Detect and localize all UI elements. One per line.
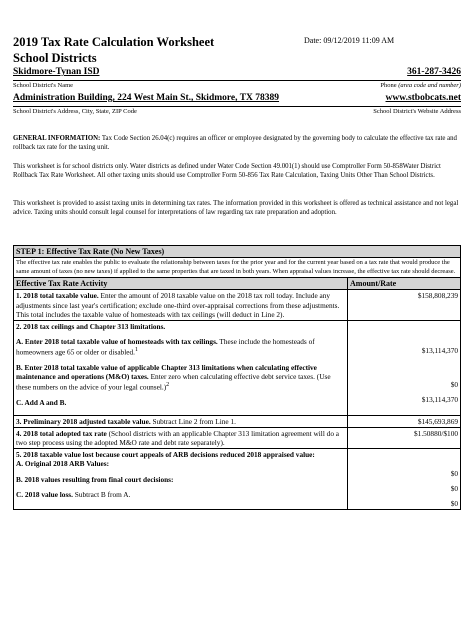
line-3-text: 3. Preliminary 2018 adjusted taxable value. Subtract Line 2 from Line 1. bbox=[14, 415, 348, 427]
table-row bbox=[14, 290, 461, 321]
divider bbox=[13, 106, 461, 107]
line-1-text: 1. 2018 total taxable value. Enter the amount of 2018 taxable value on the 2018 tax roll today. Include any adjustments since last year's certification; exclude one-third over-appraisal corrections from these adjustments. This total includes the taxable value of homesteads with tax ceilings (will deduct in Line 2). bbox=[14, 290, 348, 321]
line-2-amounts bbox=[348, 321, 461, 416]
line-3-amount: $145,693,869 bbox=[348, 415, 461, 427]
line-5-text: 5. 2018 taxable value lost because court appeals of ARB decisions reduced 2018 appraised value: A. Original 2018 ARB Values: B. 2018 values resulting from final court decisions: C. 2018 value loss. Subtract B from A. bbox=[14, 449, 348, 510]
general-information: GENERAL INFORMATION: Tax Code Section 26.04(c) requires an officer or employee designated by the governing body to calculate the effective tax rate and rollback tax rate for the taxing unit. bbox=[13, 135, 457, 151]
worksheet-title: 2019 Tax Rate Calculation Worksheet School Districts bbox=[13, 35, 215, 65]
line-5c-amount: $0 bbox=[450, 499, 458, 509]
intro-paragraph: This worksheet is for school districts only. Water districts as defined under Water Code Section 49.001(1) should use Comptroller Form 50-858Water District Rollback Tax Rate Worksheet. All other taxing units should use Comptroller Form 50-856 Tax Rate Calculation, Taxing Units Other Than School Districts. bbox=[13, 163, 441, 179]
col-amount: Amount/Rate bbox=[348, 278, 461, 290]
step-description-row bbox=[14, 258, 461, 278]
line-4-text: 4. 2018 total adopted tax rate (School districts with an applicable Chapter 313 limitation agreement will do a two step process using the adopted M&O rate and debt rate separately). bbox=[14, 427, 348, 448]
step1-title: STEP 1: Effective Tax Rate (No New Taxes) bbox=[14, 246, 461, 258]
line-4-amount: $1.50880/$100 bbox=[348, 427, 461, 448]
district-name-label: School District's Name bbox=[13, 82, 74, 89]
column-header-row bbox=[14, 278, 461, 290]
date-stamp: Date: 09/12/2019 11:09 AM bbox=[304, 36, 395, 45]
line-2-text: 2. 2018 tax ceilings and Chapter 313 limitations. A. Enter 2018 total taxable value of homesteads with tax ceilings. These include the homesteads of homeowners age 65 or older or disabled.$^1$ B. Enter 2018 total taxable value of applicable Chapter 313 limitations when calculating effective maintenance and operations (M&O) taxes. Enter zero when calculating effective debt service taxes. (Use these numbers on the advice of your legal counsel.)$^2$ C. Add A and B. bbox=[14, 321, 348, 416]
line-5a-amount: $0 bbox=[450, 468, 458, 478]
step-header-row bbox=[14, 246, 461, 258]
worksheet-table bbox=[13, 245, 461, 510]
district-website: www.stbobcats.net bbox=[385, 93, 461, 103]
line-5-amounts bbox=[348, 449, 461, 510]
col-activity: Effective Tax Rate Activity bbox=[14, 278, 348, 290]
phone-label: Phone (area code and number) bbox=[380, 82, 461, 89]
table-row bbox=[14, 427, 461, 448]
table-row bbox=[14, 449, 461, 510]
website-label: School District's Website Address bbox=[373, 108, 461, 115]
step1-description: The effective tax rate enables the public to evaluate the relationship between taxes for the prior year and for the current year based on a tax rate that would produce the same amount of taxes (no new taxes) if applied to the same properties that are taxed in both years. When appraisal values increase, the effective tax rate should decrease. bbox=[14, 258, 461, 278]
line-2a-amount: $13,114,370 bbox=[421, 346, 458, 356]
district-address-label: School District's Address, City, State, ZIP Code bbox=[13, 108, 137, 115]
district-address: Administration Building, 224 West Main St., Skidmore, TX 78389 bbox=[13, 93, 280, 103]
line-2b-amount: $0 bbox=[450, 380, 458, 390]
divider bbox=[13, 80, 461, 81]
disclaimer-paragraph: This worksheet is provided to assist taxing units in determining tax rates. The information provided in this worksheet is offered as technical assistance and not legal advice. Taxing units should consult legal counsel for interpretations of law regarding tax rate preparation and adoption. bbox=[13, 200, 459, 216]
line-1-amount: $158,808,239 bbox=[348, 290, 461, 321]
district-phone: 361-287-3426 bbox=[407, 67, 461, 77]
line-5b-amount: $0 bbox=[450, 483, 458, 493]
table-row bbox=[14, 321, 461, 416]
district-name: Skidmore-Tynan ISD bbox=[13, 67, 100, 77]
table-row bbox=[14, 415, 461, 427]
line-2c-amount: $13,114,370 bbox=[421, 395, 458, 405]
